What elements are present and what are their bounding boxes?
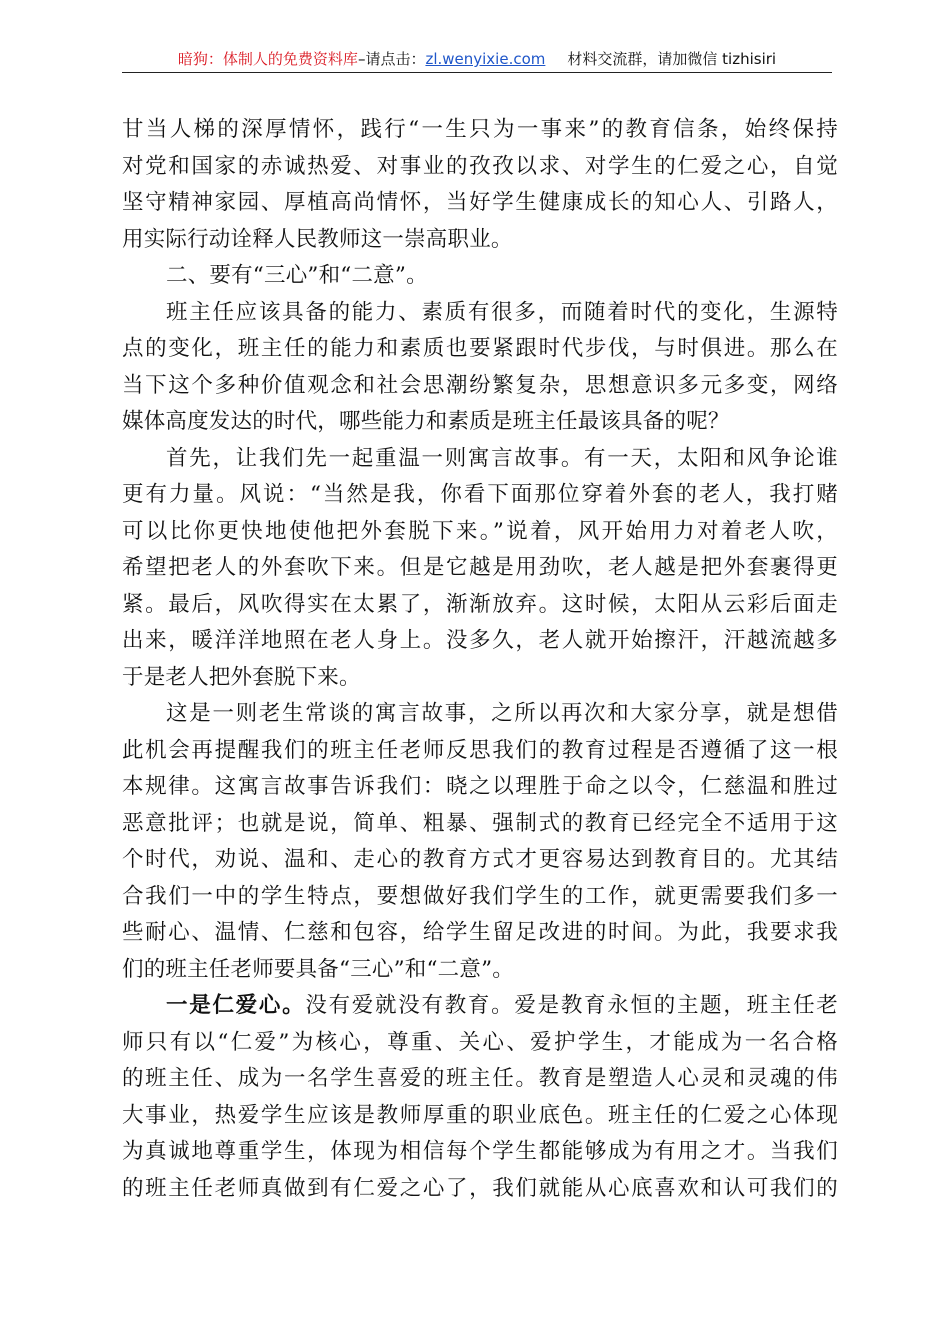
text-line: 合我们一中的学生特点，要想做好我们学生的工作，就更需要我们多一: [122, 883, 838, 909]
document-body: [122, 112, 838, 1207]
text-line: 本规律。这寓言故事告诉我们：晓之以理胜于命之以令，仁慈温和胜过: [122, 774, 838, 799]
page-header: [122, 46, 832, 73]
text-line: 对党和国家的赤诚热爱、对事业的孜孜以求、对学生的仁爱之心，自觉: [122, 153, 838, 179]
paragraph-5: [122, 696, 838, 988]
text-line: 些耐心、温情、仁慈和包容，给学生留足改进的时间。为此，我要求我: [122, 920, 838, 945]
text-line: 点的变化，班主任的能力和素质也要紧跟时代步伐，与时俱进。那么在: [122, 336, 838, 361]
paragraph-4: [122, 441, 838, 697]
text-line: 此机会再提醒我们的班主任老师反思我们的教育过程是否遵循了这一根: [122, 737, 838, 763]
text-line: 希望把老人的外套吹下来。但是它越是用劲吹，老人越是把外套裹得更: [122, 555, 838, 580]
header-prompt: –请点击：: [357, 50, 426, 68]
text-line: 于是老人把外套脱下来。: [122, 664, 361, 690]
section-heading: [122, 258, 838, 295]
text-line: 的班主任老师真做到有仁爱之心了，我们就能从心底喜欢和认可我们的: [122, 1175, 838, 1201]
text-line: 这是一则老生常谈的寓言故事，之所以再次和大家分享，就是想借: [166, 701, 838, 726]
text-line: 出来，暖洋洋地照在老人身上。没多久，老人就开始擦汗，汗越流越多: [122, 628, 838, 653]
paragraph-3: [122, 295, 838, 441]
header-link[interactable]: zl.wenyixie.com: [425, 50, 546, 68]
header-group-note: 材料交流群，请加微信 tizhisiri: [567, 50, 777, 68]
text-line: 紧。最后，风吹得实在太累了，渐渐放弃。这时候，太阳从云彩后面走: [122, 591, 838, 617]
text-line: 用实际行动诠释人民教师这一崇高职业。: [122, 226, 513, 252]
text-line: 媒体高度发达的时代，哪些能力和素质是班主任最该具备的呢？: [122, 409, 730, 434]
lead-phrase: 一是仁爱心。: [166, 993, 306, 1018]
text-line: 首先，让我们先一起重温一则寓言故事。有一天，太阳和风争论谁: [166, 445, 838, 471]
paragraph-6: [122, 988, 838, 1207]
text-line: 更有力量。风说：“当然是我，你看下面那位穿着外套的老人，我打赌: [122, 482, 838, 507]
text-line: 大事业，热爱学生应该是教师厚重的职业底色。班主任的仁爱之心体现: [122, 1102, 838, 1128]
text-line: 个时代，劝说、温和、走心的教育方式才更容易达到教育目的。尤其结: [122, 847, 838, 872]
text-line: [122, 988, 838, 1025]
text-line: 恶意批评；也就是说，简单、粗暴、强制式的教育已经完全不适用于这: [122, 810, 838, 836]
text-line: 当下这个多种价值观念和社会思潮纷繁复杂，思想意识多元多变，网络: [122, 372, 838, 398]
text-line: 们的班主任老师要具备“三心”和“二意”。: [122, 956, 514, 982]
text-line: 的班主任、成为一名学生喜爱的班主任。教育是塑造人心灵和灵魂的伟: [122, 1066, 838, 1091]
text-line: 为真诚地尊重学生，体现为相信每个学生都能够成为有用之才。当我们: [122, 1139, 838, 1164]
paragraph-1: [122, 112, 838, 258]
header-brand: 暗狗：体制人的免费资料库: [177, 50, 358, 68]
heading-line: 二、要有“三心”和“二意”。: [166, 263, 428, 288]
text-line: 师只有以“仁爱”为核心，尊重、关心、爱护学生，才能成为一名合格: [122, 1029, 838, 1055]
text-line-rest: 没有爱就没有教育。爱是教育永恒的主题，班主任老: [305, 993, 839, 1018]
text-line: 可以比你更快地使他把外套脱下来。”说着，风开始用力对着老人吹，: [122, 518, 838, 544]
text-line: 班主任应该具备的能力、素质有很多，而随着时代的变化，生源特: [166, 299, 838, 325]
text-line: 坚守精神家园、厚植高尚情怀，当好学生健康成长的知心人、引路人，: [122, 190, 838, 215]
text-line: 甘当人梯的深厚情怀，践行“一生只为一事来”的教育信条，始终保持: [122, 117, 838, 142]
